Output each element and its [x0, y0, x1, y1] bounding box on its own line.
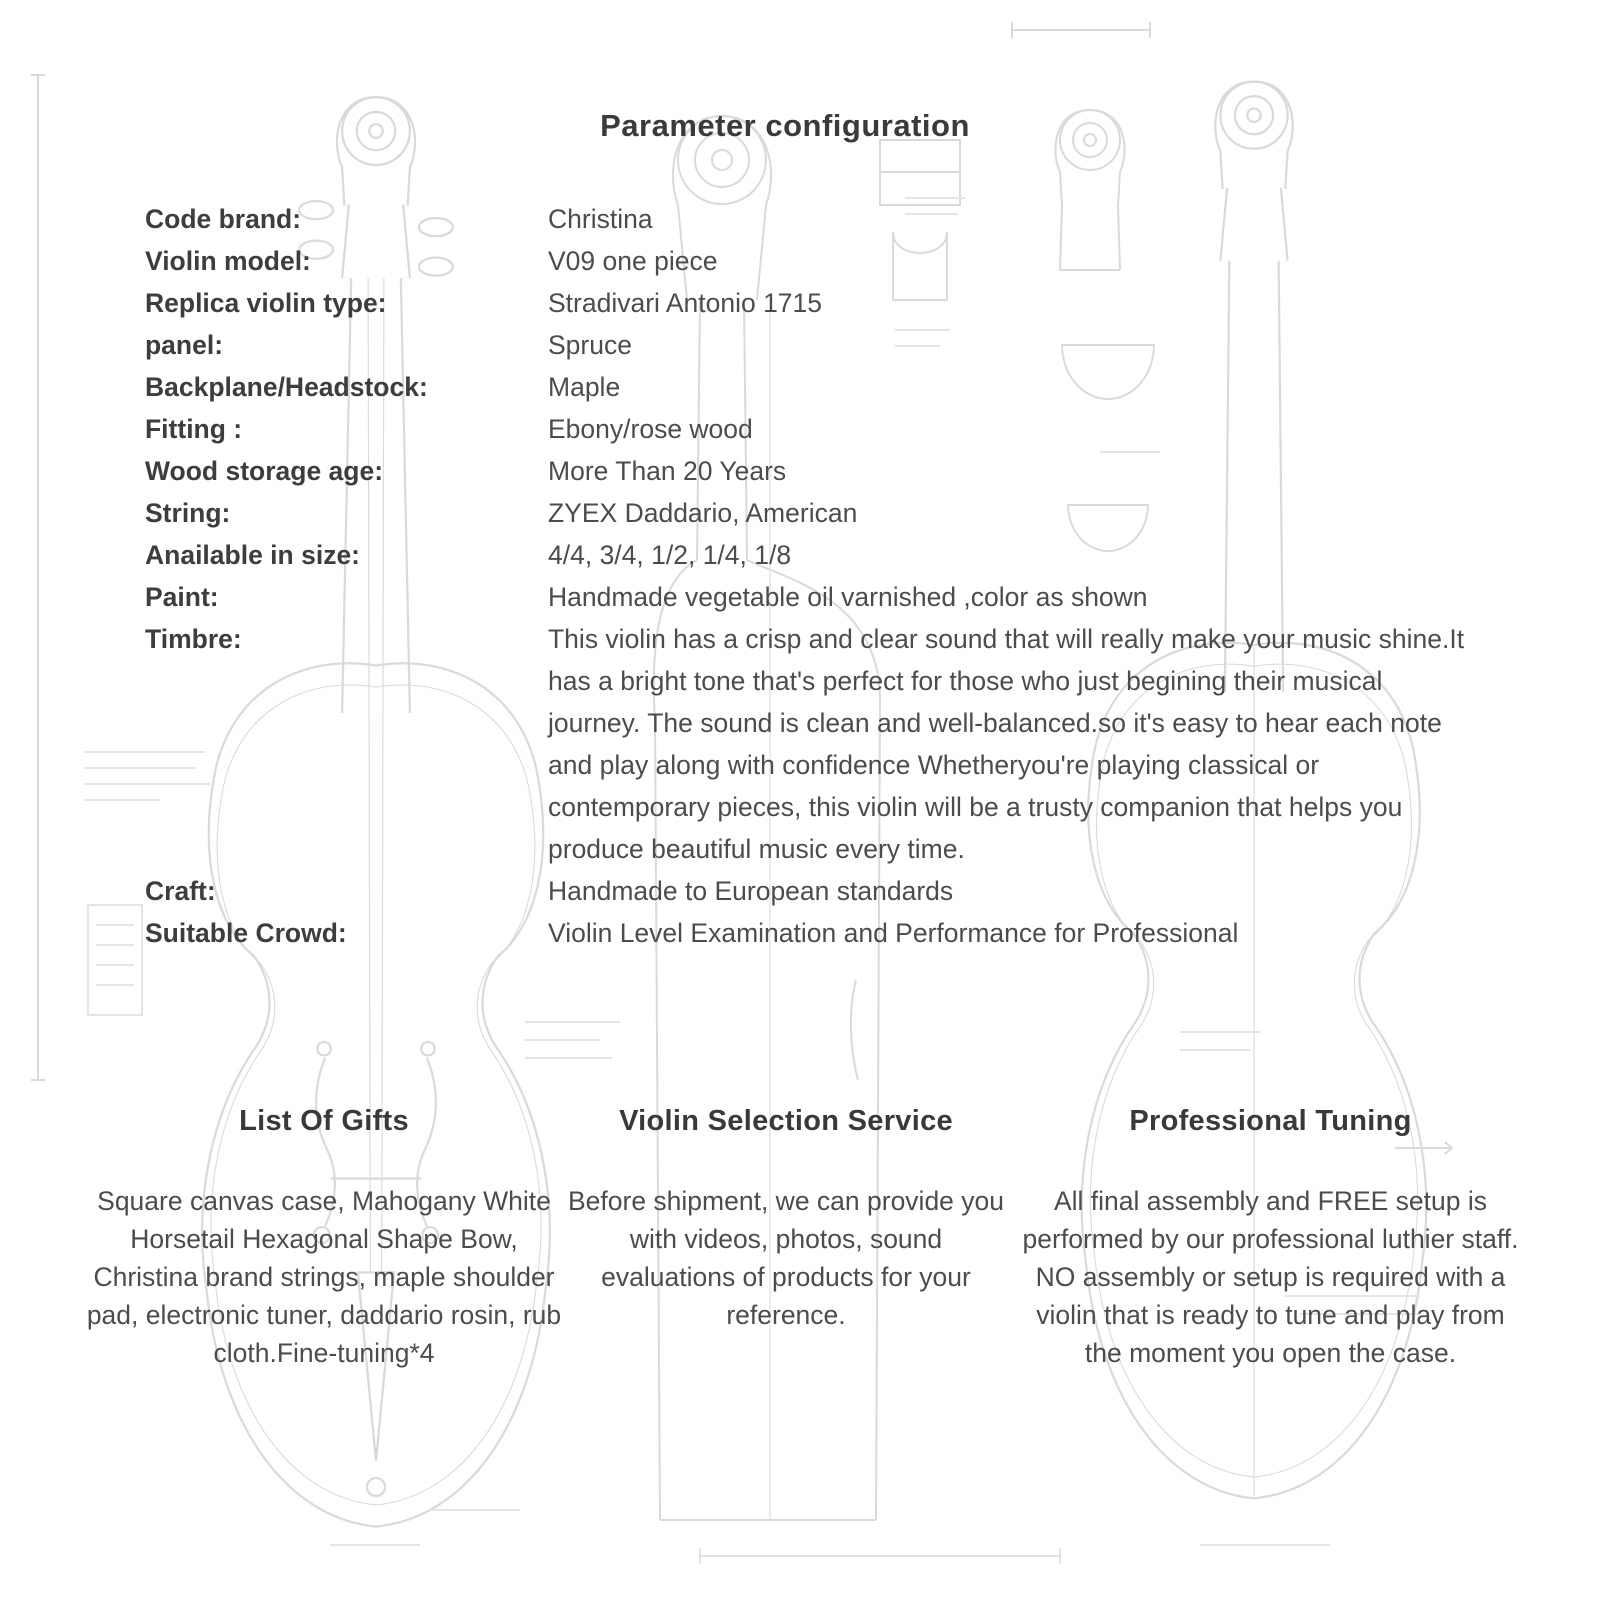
spec-label: Suitable Crowd: — [145, 918, 347, 948]
page-title: Parameter configuration — [600, 108, 970, 143]
spec-value: Spruce — [548, 330, 632, 360]
spec-value: More Than 20 Years — [548, 456, 787, 486]
spec-label: Fitting : — [145, 414, 243, 444]
spec-label: String: — [145, 498, 231, 528]
spec-value: Handmade vegetable oil varnished ,color as shown — [548, 582, 1148, 612]
section-title: List Of Gifts — [239, 1105, 409, 1137]
spec-label: Backplane/Headstock: — [145, 372, 428, 402]
spec-label: Replica violin type: — [145, 288, 387, 318]
spec-value: Maple — [548, 372, 621, 402]
spec-value: Ebony/rose wood — [548, 414, 753, 444]
spec-table — [145, 198, 1475, 954]
spec-label: Code brand: — [145, 204, 302, 234]
section-title: Violin Selection Service — [619, 1105, 953, 1137]
spec-value: V09 one piece — [548, 246, 718, 276]
spec-label: Paint: — [145, 582, 219, 612]
spec-label: panel: — [145, 330, 224, 360]
spec-value: 4/4, 3/4, 1/2, 1/4, 1/8 — [548, 540, 792, 570]
spec-label: Wood storage age: — [145, 456, 384, 486]
section-list-of-gifts — [78, 1105, 570, 1372]
spec-value: Violin Level Examination and Performance for Professional — [548, 918, 1239, 948]
spec-value: Stradivari Antonio 1715 — [548, 288, 823, 318]
section-title: Professional Tuning — [1129, 1105, 1412, 1137]
section-body: Square canvas case, Mahogany White Horsetail Hexagonal Shape Bow, Christina brand strings, maple shoulder pad, electronic tuner, daddario rosin, rub cloth.Fine-tuning*4 — [86, 1186, 562, 1368]
spec-label: Violin model: — [145, 246, 311, 276]
spec-value: ZYEX Daddario, American — [548, 498, 858, 528]
section-violin-selection-service — [560, 1105, 1012, 1334]
spec-value: Handmade to European standards — [548, 876, 954, 906]
spec-label: Craft: — [145, 876, 216, 906]
spec-label: Anailable in size: — [145, 540, 361, 570]
section-body: Before shipment, we can provide you with videos, photos, sound evaluations of products for your reference. — [567, 1186, 1005, 1330]
spec-label: Timbre: — [145, 624, 242, 654]
spec-value: Christina — [548, 204, 653, 234]
section-body: All final assembly and FREE setup is performed by our professional luthier staff. NO assembly or setup is required with a violin that is ready to tune and play from the moment you open the case. — [1022, 1186, 1519, 1368]
section-professional-tuning — [1018, 1105, 1523, 1372]
spec-value-timbre: This violin has a crisp and clear sound that will really make your music shine.It has a bright tone that's perfect for those who just begining their musical journey. The sound is clean and well-balanced.so it's easy to hear each note and play along with confidence Whetheryou're playing classical or contemporary pieces, this violin will be a trusty companion that helps you produce beautiful music every time. — [548, 624, 1465, 864]
